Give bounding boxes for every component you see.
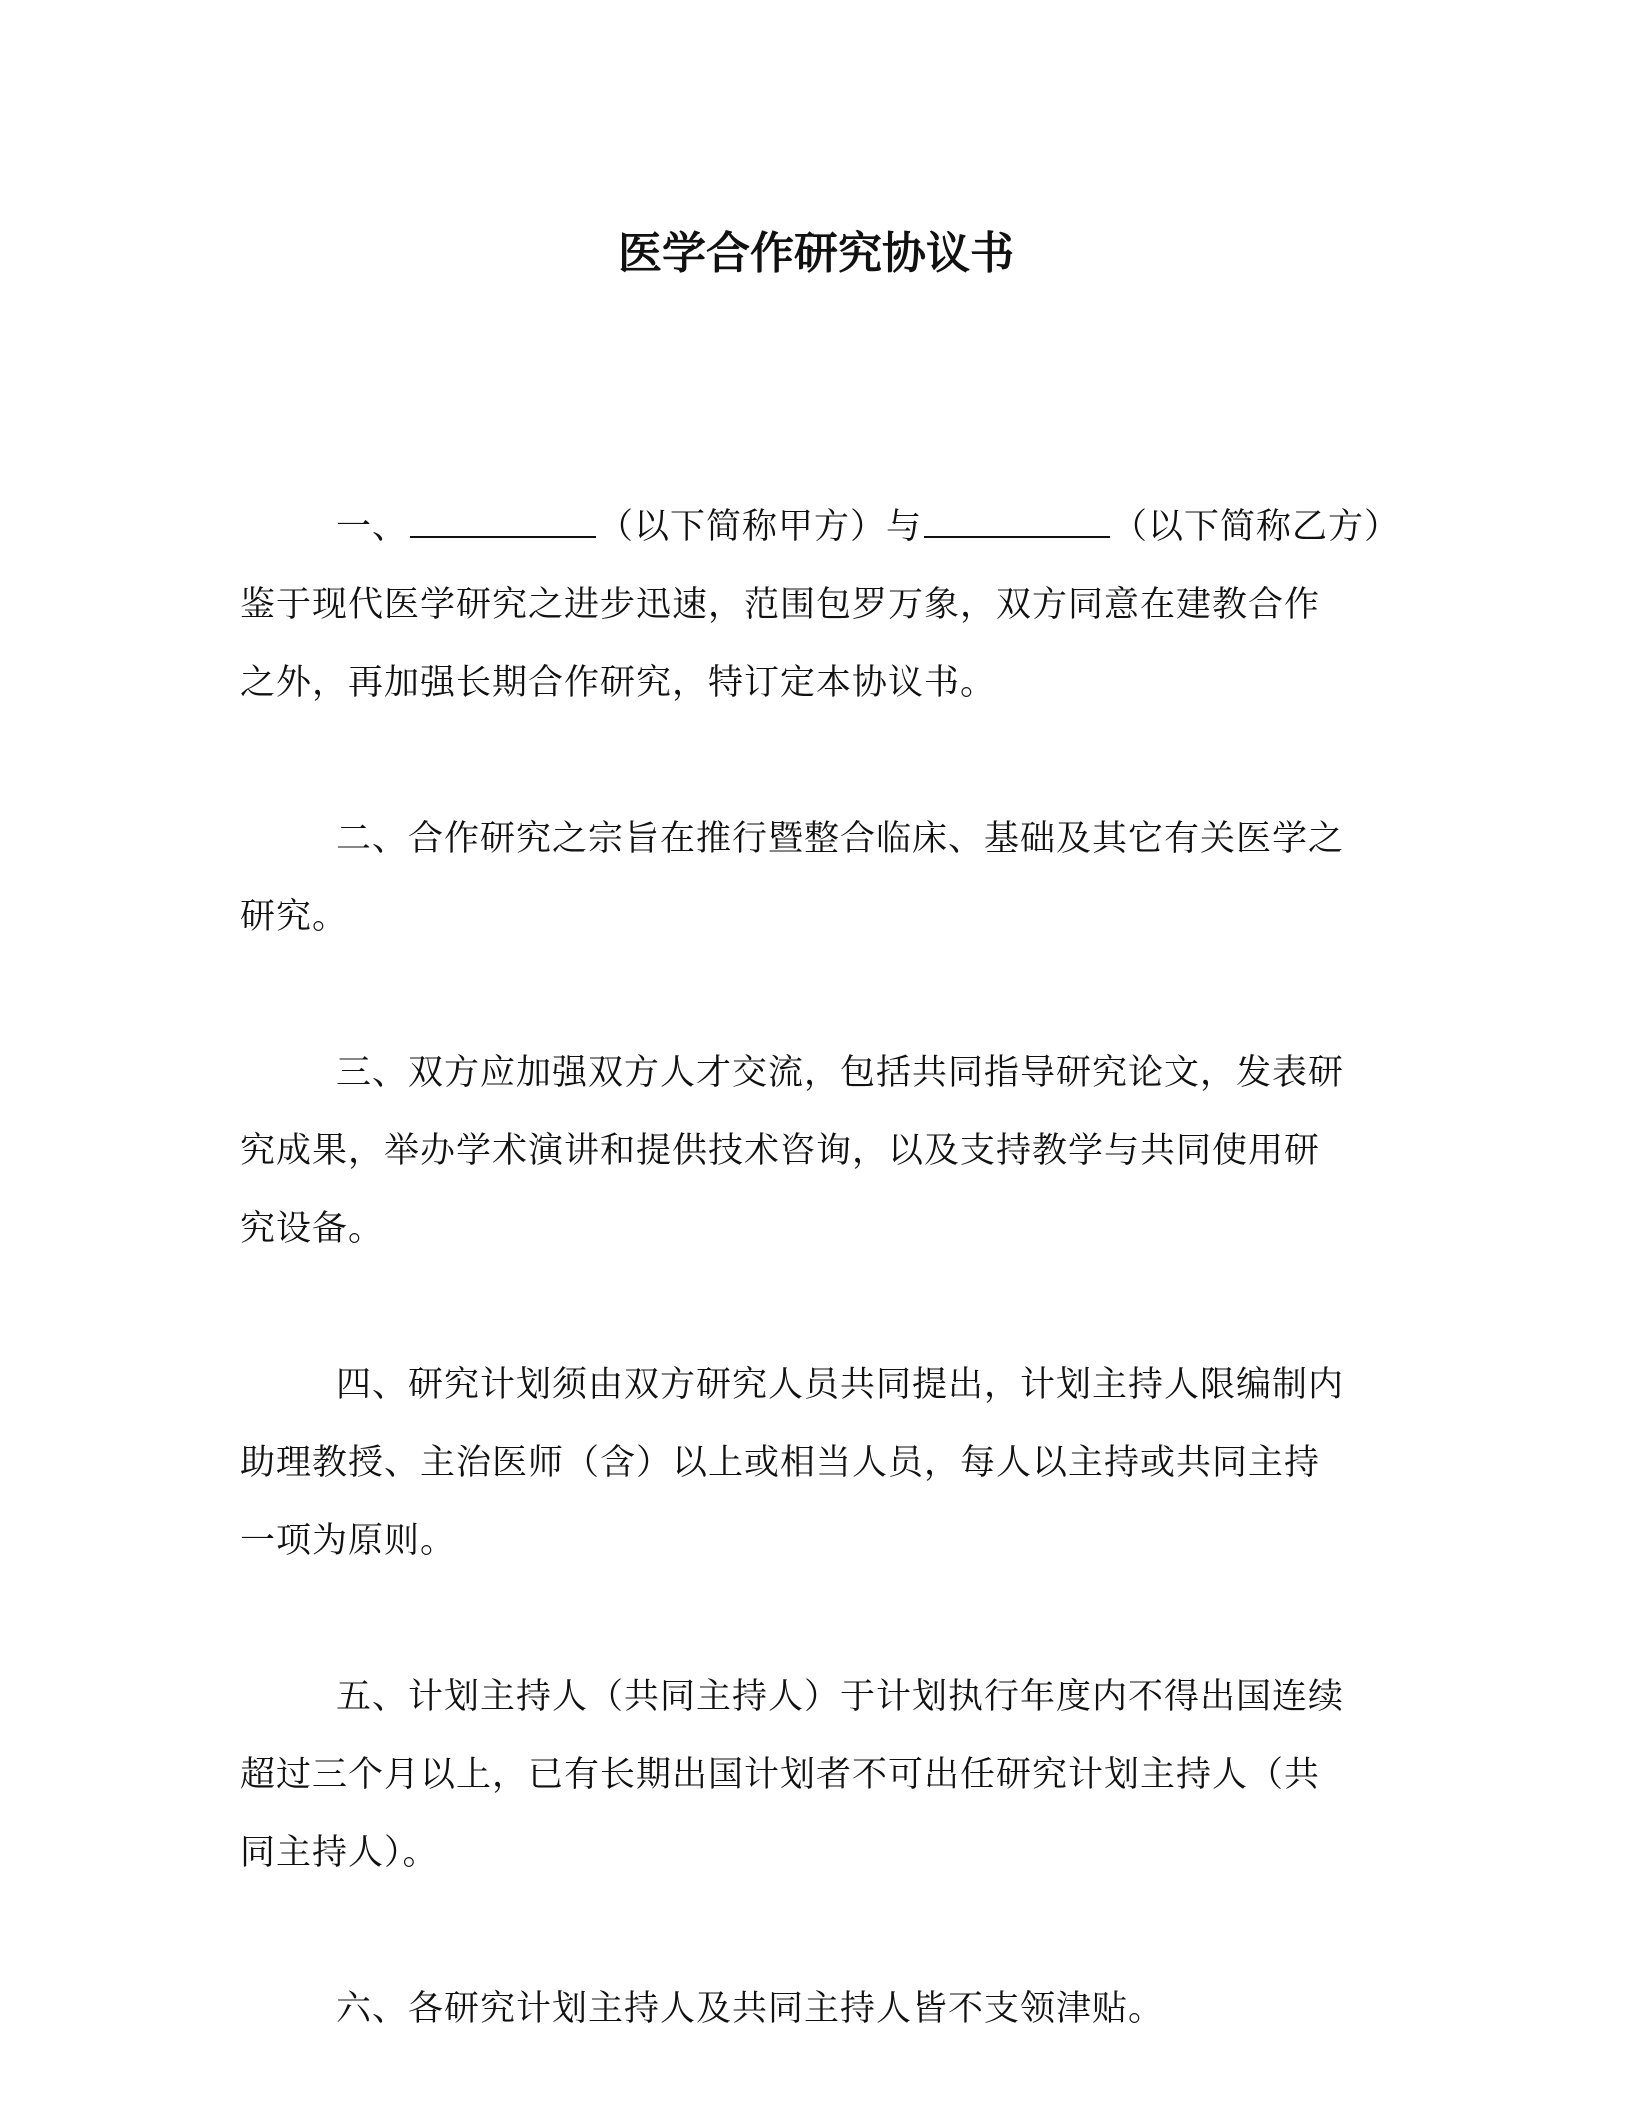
clause-line: 六、各研究计划主持人及共同主持人皆不支领津贴。 (336, 1989, 1165, 2029)
clause-4 (240, 1346, 1420, 1580)
document-body (240, 488, 1420, 2126)
party-a-blank (410, 508, 596, 538)
clause-line: 同主持人）。 (240, 1833, 439, 1873)
clause-line: 究设备。 (240, 1209, 385, 1249)
party-a-note: （以下简称甲方）与 (598, 507, 923, 547)
clause-1 (240, 488, 1420, 722)
clause-number: 一、 (336, 507, 409, 547)
clause-line: 一项为原则。 (240, 1521, 457, 1561)
clause-2 (240, 800, 1420, 956)
document-title: 医学合作研究协议书 (618, 228, 1014, 279)
clause-line: 超过三个月以上，已有长期出国计划者不可出任研究计划主持人（共 (240, 1755, 1321, 1795)
clause-line: 四、研究计划须由双方研究人员共同提出，计划主持人限编制内 (336, 1365, 1345, 1405)
clause-6 (240, 1970, 1420, 2048)
party-b-blank (924, 508, 1110, 538)
clause-line: 究成果，举办学术演讲和提供技术咨询，以及支持教学与共同使用研 (240, 1131, 1321, 1171)
clause-5 (240, 1658, 1420, 1892)
party-b-note: （以下简称乙方） (1112, 507, 1401, 547)
clause-3 (240, 1034, 1420, 1268)
clause-line: 助理教授、主治医师（含）以上或相当人员，每人以主持或共同主持 (240, 1443, 1321, 1483)
clause-line: 鉴于现代医学研究之进步迅速，范围包罗万象，双方同意在建教合作 (240, 585, 1321, 625)
clause-line: 之外，再加强长期合作研究，特订定本协议书。 (240, 663, 997, 703)
clause-line (240, 488, 1420, 566)
clause-line: 二、合作研究之宗旨在推行暨整合临床、基础及其它有关医学之 (336, 819, 1345, 859)
clause-line: 研究。 (240, 897, 349, 937)
clause-line: 三、双方应加强双方人才交流，包括共同指导研究论文，发表研 (336, 1053, 1345, 1093)
clause-line: 五、计划主持人（共同主持人）于计划执行年度内不得出国连续 (336, 1677, 1345, 1717)
